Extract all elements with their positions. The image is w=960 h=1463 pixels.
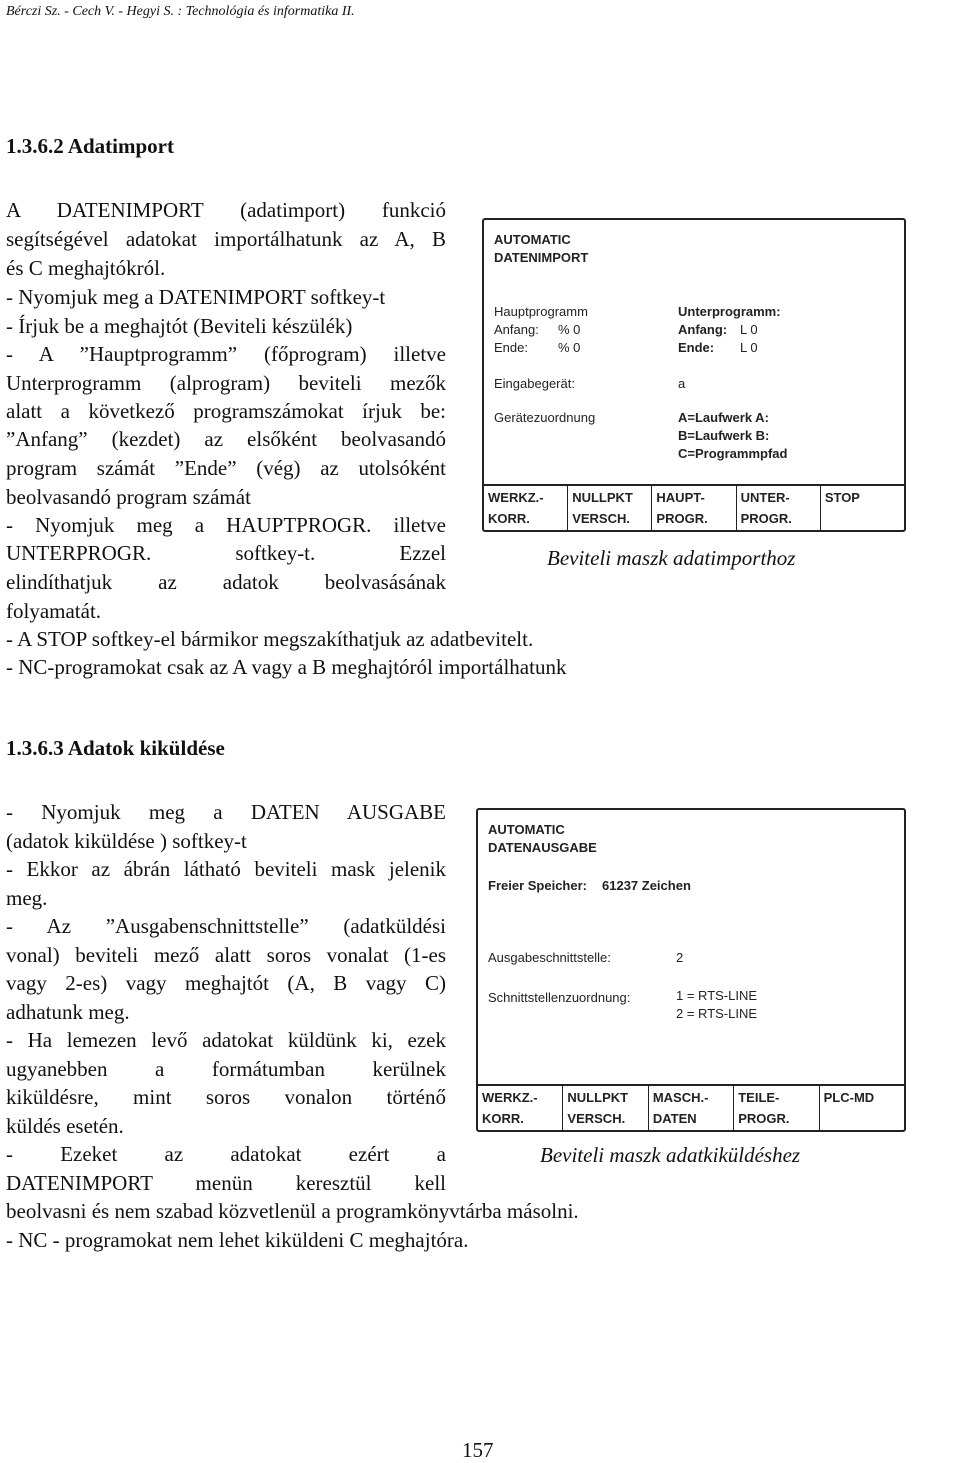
u-anfang-label: Anfang: xyxy=(678,322,728,337)
softkey-label: PROGR. xyxy=(738,1111,790,1126)
softkey-bar xyxy=(478,1086,904,1130)
softkey-label: KORR. xyxy=(488,511,530,526)
text-line: - NC - programokat nem lehet kiküldeni C meghajtóra. xyxy=(6,1228,469,1252)
anfang-value: % 0 xyxy=(558,322,581,337)
softkey-label: VERSCH. xyxy=(567,1111,626,1126)
softkey-label: VERSCH. xyxy=(572,511,630,526)
section-heading-kikuldes: 1.3.6.3 Adatok kiküldése xyxy=(6,736,225,760)
text-line: A DATENIMPORT (adatimport) funkció xyxy=(6,198,446,222)
text-line: program számát ”Ende” (vég) az utolsóként xyxy=(6,456,446,480)
text-line: (adatok kiküldése ) softkey-t xyxy=(6,829,247,853)
text-line: - Nyomjuk meg a HAUPTPROGR. illetve xyxy=(6,513,446,537)
text-line: küldés esetén. xyxy=(6,1114,124,1138)
page-number: 157 xyxy=(462,1438,494,1462)
text-line: vagy 2-es) vagy meghajtót (A, B vagy C) xyxy=(6,971,446,995)
text-line: beolvasni és nem szabad közvetlenül a programkönyvtárba másolni. xyxy=(6,1199,579,1223)
zuordnung-value: 1 = RTS-LINE xyxy=(676,988,758,1003)
softkey-unter-progr[interactable] xyxy=(737,486,821,530)
text-line: alatt a következő programszámokat írjuk be: xyxy=(6,399,446,423)
screen-mode: AUTOMATIC xyxy=(488,822,565,837)
figure-caption-export: Beviteli maszk adatkiküldéshez xyxy=(540,1143,801,1167)
schnittstelle-value: 2 xyxy=(676,950,684,965)
softkey-label: NULLPKT xyxy=(572,490,633,505)
eingabegeraet-value: a xyxy=(678,376,686,391)
softkey-stop[interactable] xyxy=(821,486,904,530)
speicher-label: Freier Speicher: xyxy=(488,878,587,893)
text-line: meg. xyxy=(6,886,48,910)
softkey-label: UNTER- xyxy=(740,490,790,505)
softkey-label: PROGR. xyxy=(656,511,708,526)
softkey-teile-progr[interactable] xyxy=(734,1086,819,1130)
datenimport-screen xyxy=(482,218,906,532)
text-line: ugyanebben a formátumban kerülnek xyxy=(6,1057,446,1081)
softkey-masch-daten[interactable] xyxy=(649,1086,734,1130)
softkey-nullpkt-versch[interactable] xyxy=(563,1086,648,1130)
ende-value: % 0 xyxy=(558,340,581,355)
text-line: adhatunk meg. xyxy=(6,1000,130,1024)
softkey-label: WERKZ.- xyxy=(488,490,544,505)
softkey-label: PLC-MD xyxy=(823,1090,875,1105)
text-line: DATENIMPORT menün keresztül kell xyxy=(6,1171,446,1195)
softkey-werkz-korr[interactable] xyxy=(484,486,568,530)
softkey-label: WERKZ.- xyxy=(482,1090,538,1105)
text-line: - Ezeket az adatokat ezért a xyxy=(6,1142,446,1166)
text-line: - Ekkor az ábrán látható beviteli mask jelenik xyxy=(6,857,446,881)
anfang-label: Anfang: xyxy=(494,322,539,337)
softkey-haupt-progr[interactable] xyxy=(652,486,736,530)
ende-label: Ende: xyxy=(494,340,528,355)
text-line: Unterprogramm (alprogram) beviteli mezők xyxy=(6,371,446,395)
softkey-label: STOP xyxy=(824,490,860,505)
softkey-plc-md[interactable] xyxy=(820,1086,904,1130)
softkey-label: HAUPT- xyxy=(656,490,705,505)
text-line: segítségével adatokat importálhatunk az A, B xyxy=(6,227,446,251)
schnittstelle-label: Ausgabeschnittstelle: xyxy=(488,950,611,965)
softkey-label: DATEN xyxy=(652,1111,697,1126)
datenausgabe-screen xyxy=(476,808,906,1132)
zuordnung-label: Gerätezuordnung xyxy=(494,410,596,425)
zuordnung-value: A=Laufwerk A: xyxy=(678,410,769,425)
u-anfang-value: L 0 xyxy=(740,322,758,337)
softkey-label: KORR. xyxy=(482,1111,524,1126)
softkey-label: PROGR. xyxy=(740,511,792,526)
softkey-nullpkt-versch[interactable] xyxy=(568,486,652,530)
text-line: beolvasandó program számát xyxy=(6,485,251,509)
text-line: - A ”Hauptprogramm” (főprogram) illetve xyxy=(6,342,446,366)
text-line: elindíthatjuk az adatok beolvasásának xyxy=(6,570,446,594)
text-line: - Írjuk be a meghajtót (Beviteli készülék) xyxy=(6,314,353,338)
text-line: - Ha lemezen levő adatokat küldünk ki, ezek xyxy=(6,1028,446,1052)
softkey-bar xyxy=(484,486,904,530)
eingabegeraet-label: Eingabegerät: xyxy=(494,376,575,391)
zuordnung-value: B=Laufwerk B: xyxy=(678,428,770,443)
screen-mode: AUTOMATIC xyxy=(494,232,571,247)
text-line: - NC-programokat csak az A vagy a B meghajtóról importálhatunk xyxy=(6,655,567,679)
zuordnung-value: 2 = RTS-LINE xyxy=(676,1006,758,1021)
text-line: - Az ”Ausgabenschnittstelle” (adatküldési xyxy=(6,914,446,938)
u-ende-label: Ende: xyxy=(678,340,715,355)
hauptprogramm-label: Hauptprogramm xyxy=(494,304,588,319)
speicher-value: 61237 Zeichen xyxy=(602,878,691,893)
softkey-label: MASCH.- xyxy=(652,1090,709,1105)
text-line: - A STOP softkey-el bármikor megszakíthatjuk az adatbevitelt. xyxy=(6,627,534,651)
running-header: Bérczi Sz. - Cech V. - Hegyi S. : Technológia és informatika II. xyxy=(6,4,355,19)
schnittstellen-zuordnung-label: Schnittstellenzuordnung: xyxy=(488,990,631,1005)
screen-title: DATENIMPORT xyxy=(494,250,589,265)
softkey-werkz-korr[interactable] xyxy=(478,1086,563,1130)
figure-caption-import: Beviteli maszk adatimporthoz xyxy=(547,546,796,570)
text-line: UNTERPROGR. softkey-t. Ezzel xyxy=(6,541,446,565)
text-line: - Nyomjuk meg a DATENIMPORT softkey-t xyxy=(6,285,386,309)
zuordnung-value: C=Programmpfad xyxy=(678,446,788,461)
section-heading-adatimport: 1.3.6.2 Adatimport xyxy=(6,134,174,158)
text-line: folyamatát. xyxy=(6,599,102,623)
screen-title: DATENAUSGABE xyxy=(488,840,597,855)
u-ende-value: L 0 xyxy=(740,340,758,355)
text-line: és C meghajtókról. xyxy=(6,256,166,280)
text-line: kiküldésre, mint soros vonalon történő xyxy=(6,1085,446,1109)
text-line: ”Anfang” (kezdet) az elsőként beolvasandó xyxy=(6,427,446,451)
softkey-label: NULLPKT xyxy=(567,1090,629,1105)
text-line: - Nyomjuk meg a DATEN AUSGABE xyxy=(6,800,446,824)
unterprogramm-label: Unterprogramm: xyxy=(678,304,781,319)
text-line: vonal) beviteli mező alatt soros vonalat (1-es xyxy=(6,943,446,967)
softkey-label: TEILE- xyxy=(738,1090,780,1105)
